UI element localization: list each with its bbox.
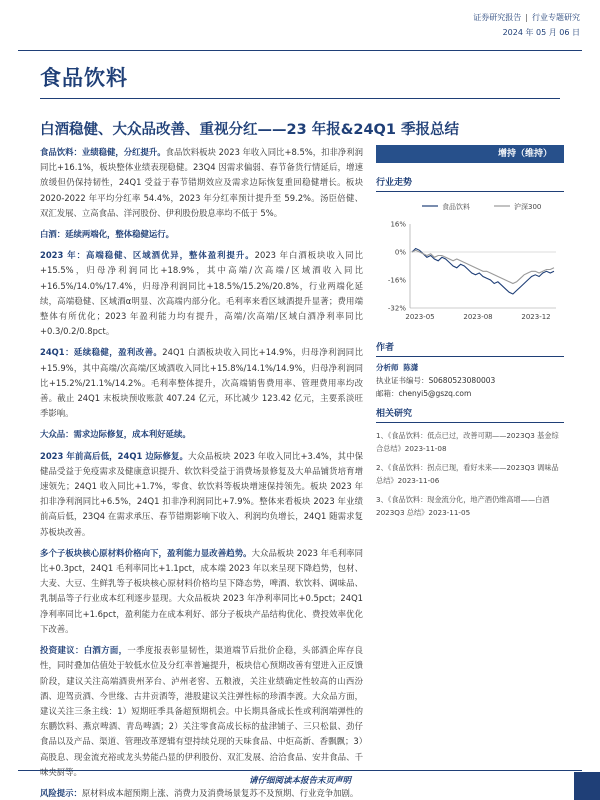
x-tick-label: 2023-08 <box>463 313 493 321</box>
trend-title: 行业走势 <box>376 175 564 192</box>
analyst-name: 陈潇 <box>403 363 419 372</box>
rating-badge: 增持（维持） <box>376 145 564 163</box>
y-tick-label: 0% <box>394 248 406 257</box>
y-tick-label: -32% <box>387 304 406 313</box>
paragraph-text: 一季度报表彰显韧性，渠道端节后批价企稳，头部酒企库存良性，同时叠加估值处于较低水位及分红率普遍提升，板块信心预期改善有望进入正反馈阶段，建议关注高端酒贵州茅台、泸州老窖、五粮液，关注业绩确定性较高的山西汾酒、迎驾贡酒、今世缘、古井贡酒等，港股建议关注弹性标的珍酒李渡。大众品方面，建议关注三条主线：1）短期旺季具备超预期机会。中长期具备成长性或利润端弹性的东鹏饮料、燕京啤酒、青岛啤酒；2）关注零食高成长标的盐津铺子、三只松鼠、劲仔食品以及产品、渠道、管理改革逻辑有望持续兑现的天味食品、中炬高新、香飘飘；3）高股息、现金流充裕或龙头势能凸显的伊利股份、双汇发展、洽洽食品、安井食品、千味央厨等。 <box>40 645 364 777</box>
y-tick-label: 16% <box>390 220 406 229</box>
footer-corner-block <box>574 772 600 800</box>
paragraph-text: 24Q1 白酒板块收入同比+14.9%，归母净利润同比+15.9%，其中高端/次高端/区域酒收入同比+15.8%/14.1%/14.9%，归母净利润同比+15.2%/21.1%/14.2%。毛利率整体提升，次高端销售费用率、管理费用率均改善。截止 24Q1 末板块预收账款 407.24 亿元，环比减少 123.42 亿元，主要系淡旺季影响。 <box>40 347 363 419</box>
paragraph-keyword: 24Q1：延续稳健，盈利改善。 <box>40 347 163 358</box>
footer-divider <box>18 770 582 771</box>
trend-chart-svg <box>376 196 564 326</box>
title-divider <box>40 98 560 99</box>
paragraph-mass-goods-2023 <box>40 449 363 540</box>
report-header <box>473 10 580 40</box>
industry-name: 食品饮料 <box>40 66 128 90</box>
paragraph-keyword: 2023 年前高后低，24Q1 边际修复。 <box>40 450 189 461</box>
paragraph-keyword: 投资建议：白酒方面， <box>40 645 128 656</box>
paragraph-cost <box>40 546 363 637</box>
footer-disclaimer: 请仔细阅读本报告末页声明 <box>248 776 351 786</box>
email-row <box>376 387 564 400</box>
related-report-link[interactable]: 2、《食品饮料：拐点已现，看好未来——2023Q3 调味品总结》2023-11-06 <box>376 463 559 485</box>
paragraph-baijiu-24q1 <box>40 345 363 421</box>
x-tick-label: 2023-05 <box>405 313 435 321</box>
report-title: 白酒稳健、大众品改善、重视分红——23 年报&24Q1 季报总结 <box>40 122 460 138</box>
report-type: 证券研究报告 <box>473 13 522 22</box>
paragraph-baijiu-2023 <box>40 248 363 339</box>
email-label: 邮箱： <box>376 389 399 398</box>
legend-label: 沪深300 <box>514 203 542 211</box>
paragraph-keyword: 多个子板块核心原材料价格向下，盈利能力显改善趋势。 <box>40 547 252 558</box>
analyst-label: 分析师 <box>376 363 399 372</box>
paragraph-text: 大众品板块 2023 年毛利率同比+0.3pct，24Q1 毛利率同比+1.1pct，成本端 2023 年以来呈现下降趋势，包材、大麦、大豆、生鲜乳等子板块核心原材料价格均呈下降态势，啤酒、软饮料、调味品、乳制品等子行业成本红利逐步显现。大众品板块 2023 年净利率同比+0.5pct；24Q1 净利率同比+1.6pct，盈利能力在成本利好、部分子板块产品结构优化、费投效率优化下改善。 <box>40 547 364 634</box>
section-mass-goods-heading: 大众品：需求边际修复，成本利好延续。 <box>40 429 191 440</box>
y-tick-label: -16% <box>387 276 406 285</box>
paragraph-overview <box>40 145 363 221</box>
legend-label: 食品饮料 <box>442 203 470 211</box>
paragraph-keyword: 食品饮料：业绩稳健，分红提升。 <box>40 147 166 157</box>
analyst-section <box>376 340 564 400</box>
paragraph-text: 2023 年白酒板块收入同比+15.5%，归母净利润同比+18.9%，其中高端/次高端/区域酒收入同比+16.5%/14.0%/17.4%，归母净利润同比+18.5%/15.2%/20.8%，行业两端化延续，高端稳健、区域酒α明显、次高端内部分化。毛利率来看区域酒提升显著；费用端整体有所优化；2023 年盈利能力均有提升，高端/次高端/区域白酒净利率同比+0.3/0.2/0.8pct。 <box>40 250 363 337</box>
paragraph-text: 原材料成本超预期上涨、消费力及消费场景复苏不及预期、行业竞争加剧。 <box>81 787 359 798</box>
related-title: 相关研究 <box>376 406 564 423</box>
related-report-link[interactable]: 3、《食品饮料：现金流分化，地产酒仍维高增——白酒 2023Q3 总结》2023-11-05 <box>376 495 550 517</box>
analyst-row <box>376 361 564 374</box>
series-line <box>412 250 554 283</box>
sidebar-column <box>376 145 564 519</box>
summary-column <box>40 145 363 800</box>
report-date: 2024 年 05 月 06 日 <box>502 28 580 37</box>
paragraph-risk <box>40 786 363 800</box>
paragraph-text: 大众品板块 2023 年收入同比+3.4%，其中保健品受益于免疫需求及健康意识提升、软饮料受益于消费场景修复及大单品铺货培育增速领先；24Q1 收入同比+1.7%，零食、软饮料等板块增速保持领先。板块 2023 年扣非净利润同比+6.5%，24Q1 扣非净利润同比+7.9%。整体来看板块 2023 年业绩前高后低，23Q4 在需求承压、春节错期影响下收入、利润均负增长，24Q1 随需求复苏板块改善。 <box>40 450 363 537</box>
top-divider <box>18 50 582 51</box>
related-report-link[interactable]: 1、《食品饮料：低点已过，改善可期——2023Q3 基金综合总结》2023-11-08 <box>376 431 559 453</box>
report-category: 行业专题研究 <box>532 13 580 22</box>
email-link[interactable]: chenyi5@gszq.com <box>398 389 472 398</box>
x-tick-label: 2023-12 <box>521 313 551 321</box>
paragraph-keyword: 风险提示： <box>40 787 82 798</box>
paragraph-investment <box>40 643 363 780</box>
paragraph-text: 食品饮料板块 2023 年收入同比+8.5%，扣非净利润同比+16.1%，板块整体业绩表现稳健。23Q4 因需求偏弱、春节备货行情延后，增速放缓但仍保持韧性，24Q1 受益于春节错期效应及需求边际恢复重回稳健增长。板块 2020-2022 年平均分红率 54.4%，2023 年分红率预计提升至 59.2%。汤臣倍健、双汇发展、立高食品、洋河股份、伊利股份股息率均不低于 5%。 <box>40 147 363 218</box>
header-separator: | <box>525 13 528 22</box>
analyst-title: 作者 <box>376 340 564 357</box>
trend-chart <box>376 196 564 326</box>
license-label: 执业证书编号： <box>376 376 429 385</box>
license-number: S0680523080003 <box>428 376 496 385</box>
paragraph-keyword: 2023 年：高端稳健、区域酒优异，整体盈利提升。 <box>40 250 255 261</box>
section-baijiu-heading: 白酒：延续两端化，整体稳健运行。 <box>40 229 174 240</box>
license-row <box>376 374 564 387</box>
